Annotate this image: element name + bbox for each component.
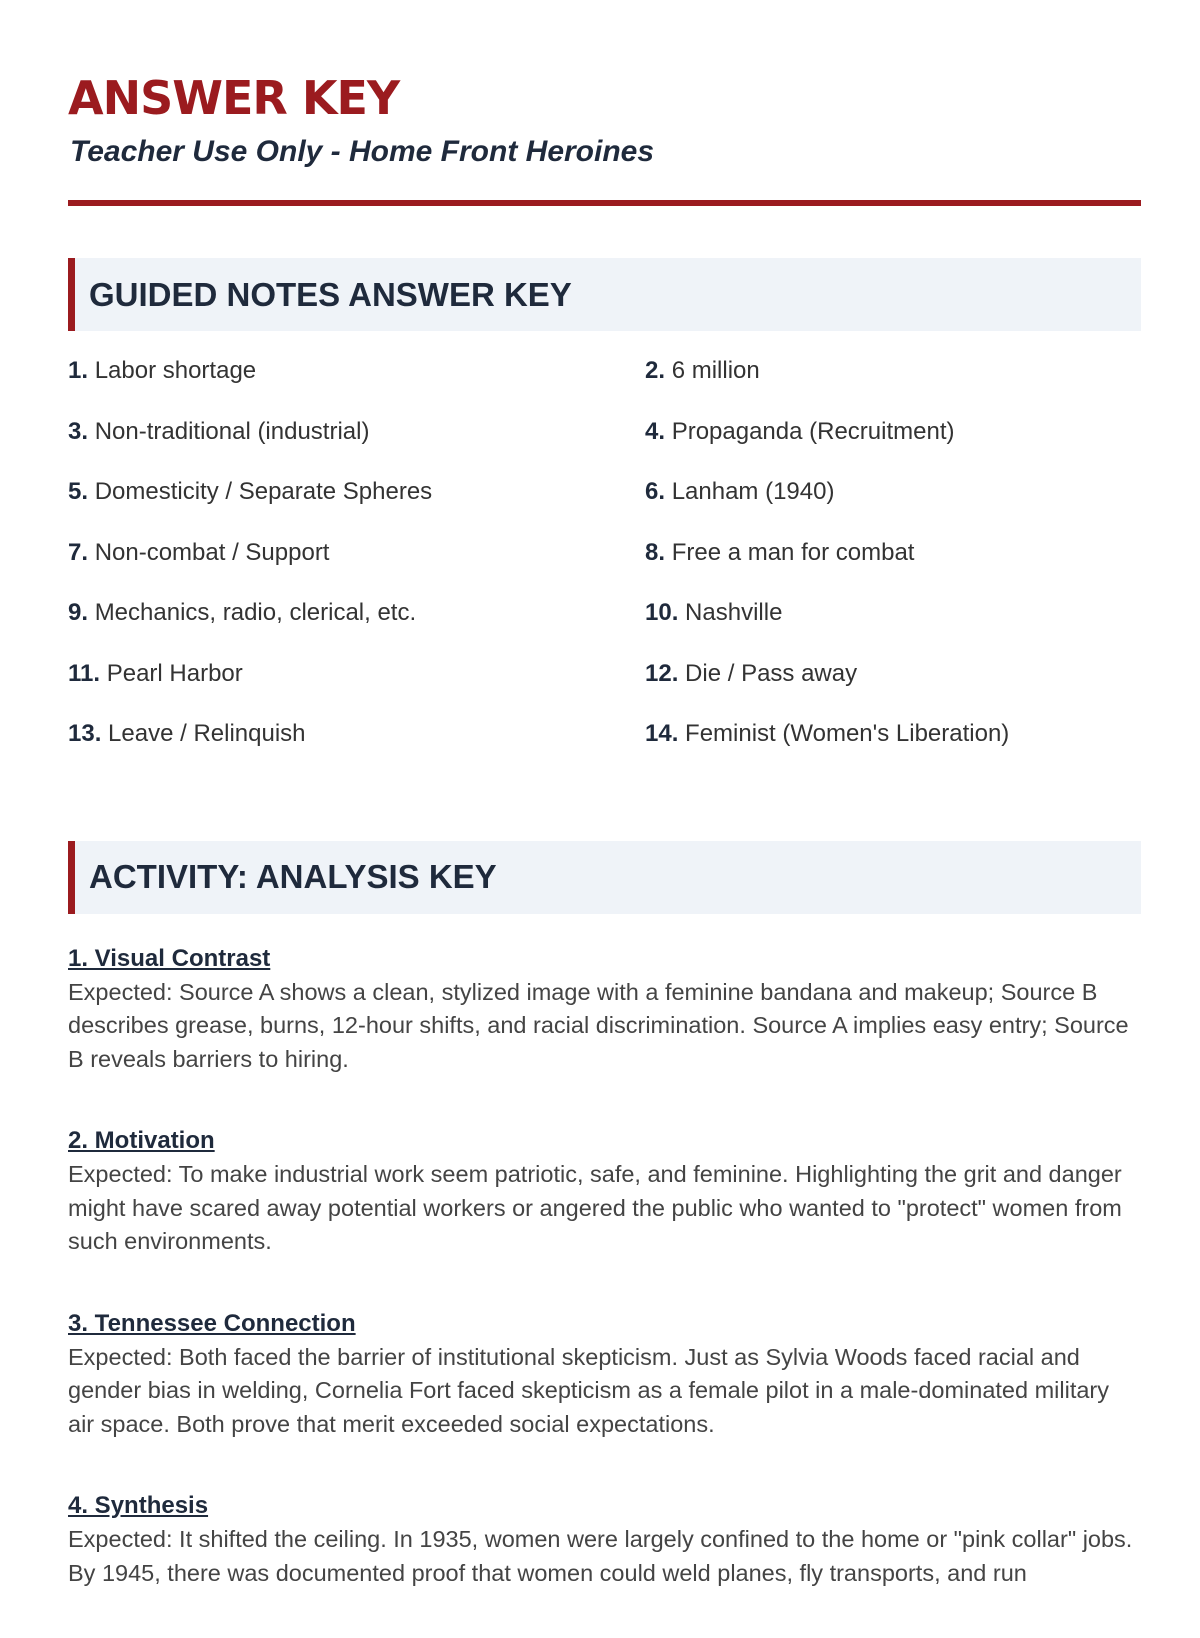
page-title: ANSWER KEY <box>68 71 400 125</box>
note-item-4 <box>645 412 1141 473</box>
note-number: 6. <box>645 478 666 505</box>
note-number: 7. <box>68 538 89 566</box>
note-item-13 <box>68 714 645 775</box>
note-answer: Non-combat / Support <box>94 538 330 566</box>
note-answer: Labor shortage <box>94 357 257 384</box>
guided-notes-section-header <box>68 258 1141 331</box>
analysis-title: 3. Tennessee Connection <box>68 1309 356 1337</box>
note-number: 8. <box>645 538 666 566</box>
note-number: 11. <box>68 659 101 687</box>
note-item-9 <box>68 593 645 654</box>
note-item-14 <box>645 714 1141 775</box>
analysis-item-1 <box>68 942 1141 1077</box>
analysis-title: 1. Visual Contrast <box>68 944 271 972</box>
analysis-text: Expected: It shifted the ceiling. In 1935, women were largely confined to the home or "pink collar" jobs. By 1945, there was documented proof that women could weld planes, fly transports, and run <box>68 1526 1133 1586</box>
note-number: 10. <box>645 599 679 626</box>
note-item-2 <box>645 351 1141 412</box>
note-number: 4. <box>645 417 666 445</box>
note-answer: Free a man for combat <box>671 538 915 566</box>
activity-heading: ACTIVITY: ANALYSIS KEY <box>89 858 497 895</box>
analysis-item-3 <box>68 1307 1141 1442</box>
note-number: 14. <box>645 720 679 747</box>
note-number: 1. <box>68 357 89 384</box>
note-answer: Non-traditional (industrial) <box>94 417 370 445</box>
analysis-text: Expected: To make industrial work seem patriotic, safe, and feminine. Highlighting the grit and danger might have scared away potential workers or angered the public who wanted to "protect" women from such environments. <box>68 1161 1122 1254</box>
guided-notes-list <box>68 351 1141 775</box>
note-answer: Domesticity / Separate Spheres <box>94 478 433 505</box>
note-number: 9. <box>68 599 89 626</box>
analysis-item-4 <box>68 1489 1141 1590</box>
note-answer: Feminist (Women's Liberation) <box>685 720 1010 747</box>
guided-notes-heading: GUIDED NOTES ANSWER KEY <box>89 275 572 313</box>
note-number: 3. <box>68 417 89 445</box>
analysis-item-2 <box>68 1124 1141 1259</box>
note-number: 13. <box>68 720 102 747</box>
note-number: 12. <box>645 659 679 687</box>
activity-section-header <box>68 841 1141 914</box>
note-item-3 <box>68 412 645 473</box>
note-item-1 <box>68 351 645 412</box>
note-answer: Die / Pass away <box>685 659 858 687</box>
note-item-8 <box>645 533 1141 594</box>
note-item-6 <box>645 472 1141 533</box>
analysis-text: Expected: Both faced the barrier of institutional skepticism. Just as Sylvia Woods faced racial and gender bias in welding, Cornelia Fort faced skepticism as a female pilot in a male-dominated military air space. Both prove that merit exceeded social expectations. <box>68 1343 1110 1437</box>
analysis-title: 2. Motivation <box>68 1127 215 1154</box>
note-item-11 <box>68 654 645 715</box>
page-subtitle: Teacher Use Only - Home Front Heroines <box>70 135 655 168</box>
note-answer: Lanham (1940) <box>671 478 835 505</box>
note-answer: Leave / Relinquish <box>108 720 306 747</box>
analysis-title: 4. Synthesis <box>68 1492 209 1519</box>
note-item-5 <box>68 472 645 533</box>
note-number: 2. <box>645 357 666 384</box>
note-answer: 6 million <box>671 357 760 384</box>
analysis-text: Expected: Source A shows a clean, stylized image with a feminine bandana and makeup; Source B describes grease, burns, 12-hour shifts, and racial discrimination. Source A implies easy entry; Source B reveals barriers to hiring. <box>68 978 1129 1072</box>
note-item-12 <box>645 654 1141 715</box>
analysis-list <box>68 942 1141 1591</box>
note-answer: Pearl Harbor <box>106 659 243 687</box>
note-item-10 <box>645 593 1141 654</box>
answer-key-page <box>68 0 1141 1638</box>
note-number: 5. <box>68 478 89 505</box>
note-item-7 <box>68 533 645 594</box>
note-answer: Nashville <box>685 599 783 626</box>
note-answer: Propaganda (Recruitment) <box>671 417 955 445</box>
header-divider <box>68 200 1141 206</box>
note-answer: Mechanics, radio, clerical, etc. <box>94 599 417 626</box>
